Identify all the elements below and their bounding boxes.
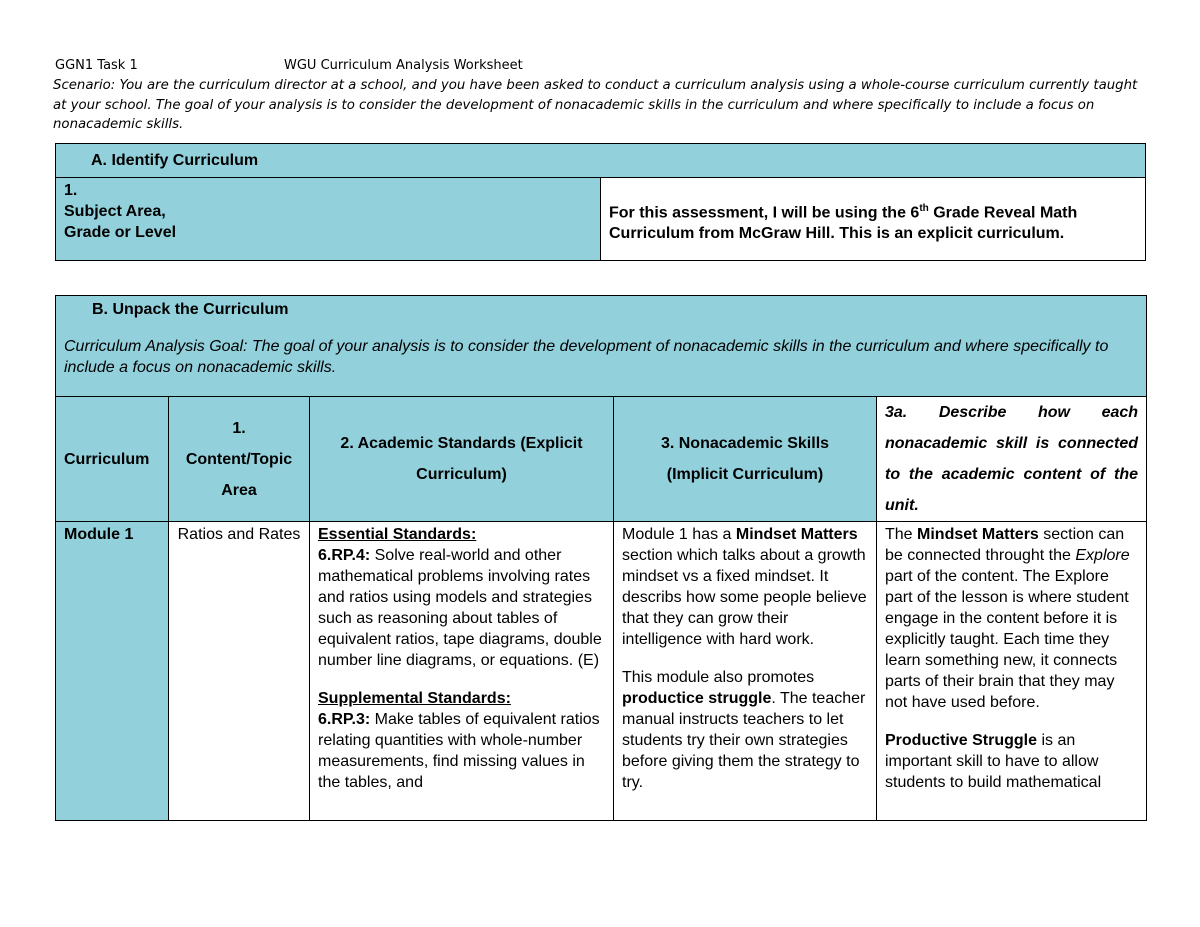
- table-row: [56, 522, 1147, 821]
- essential-text: Solve real-world and other mathematical problems involving rates and ratios using models and strategies such as reasoning about tables of equivalent ratios, tape diagrams, double number line diagrams, or equations. (E): [318, 547, 602, 669]
- productive-struggle-term: productice struggle: [622, 690, 772, 707]
- section-b-heading: B. Unpack the Curriculum: [92, 301, 289, 318]
- identify-curriculum-table: [55, 143, 1146, 261]
- supplemental-code: 6.RP.3:: [318, 711, 371, 728]
- col-describe-connection: 3a. Describe how each nonacademic skill is connected to the academic content of the unit.: [877, 397, 1147, 522]
- label-line-2: Grade or Level: [64, 224, 177, 241]
- mindset-matters-term: Mindset Matters: [735, 526, 858, 543]
- analysis-goal: Curriculum Analysis Goal: The goal of your analysis is to consider the development of nonacademic skills in the curriculum and where specifically to include a focus on nonacademic skills.: [64, 338, 1109, 376]
- unpack-curriculum-table: [55, 295, 1147, 821]
- curriculum-text-end: Grade Reveal Math Curriculum from McGraw Hill. This is an explicit curriculum.: [609, 204, 1078, 243]
- nonacad-text-2c: . The teacher manual instructs teachers to let students try their own strategies before giving them the strategy to try.: [622, 690, 866, 791]
- supplemental-heading: Supplemental Standards:: [318, 690, 511, 707]
- nonacademic-skills-cell: [614, 522, 877, 821]
- supplemental-text: Make tables of equivalent ratios relating quantities with whole-number measurements, find missing values in the tables, and: [318, 711, 600, 791]
- nonacad-text-1a: Module 1 has a: [622, 526, 736, 543]
- desc-explore-term: Explore: [1075, 547, 1130, 564]
- subject-area-value: [601, 178, 1146, 261]
- col-content-label: Content/Topic Area: [185, 450, 293, 499]
- task-label: GGN1 Task 1: [55, 58, 138, 73]
- curriculum-text-start: For this assessment, I will be using the 6: [609, 204, 920, 222]
- desc-struggle-term: Productive Struggle: [885, 732, 1038, 749]
- col-academic-standards: 2. Academic Standards (Explicit Curriculum): [310, 397, 614, 522]
- label-line-1: Subject Area,: [64, 203, 166, 220]
- section-b-header: [56, 296, 1147, 397]
- connection-description-cell: [877, 522, 1147, 821]
- academic-standards-cell: [310, 522, 614, 821]
- section-a-heading: A. Identify Curriculum: [56, 144, 1146, 178]
- label-number: 1.: [64, 182, 78, 199]
- page-header: [55, 58, 523, 73]
- worksheet-title: WGU Curriculum Analysis Worksheet: [284, 58, 523, 73]
- ordinal-suffix: th: [919, 203, 929, 214]
- col-content-number: 1.: [232, 419, 246, 437]
- col-nonacademic-skills: 3. Nonacademic Skills (Implicit Curriculum): [614, 397, 877, 522]
- desc-text-2b: is an important skill to have to allow students to build mathematical: [885, 732, 1102, 791]
- desc-text-1e: part of the content. The Explore part of the lesson is where student engage in the content before it is explicitly taught. Each time they learn something new, it connects parts of their brain that they may not have used before.: [885, 568, 1129, 711]
- module-cell: Module 1: [56, 522, 169, 821]
- desc-text-1c: section can be connected throught the: [885, 526, 1125, 564]
- topic-cell: Ratios and Rates: [169, 522, 310, 821]
- desc-text-1a: The: [885, 526, 918, 543]
- essential-heading: Essential Standards:: [318, 526, 477, 543]
- nonacad-text-1c: section which talks about a growth mindset vs a fixed mindset. It describs how some people believe that they can grow their intelligence with hard work.: [622, 547, 867, 648]
- subject-area-label: [56, 178, 601, 261]
- col-content-topic: [169, 397, 310, 522]
- scenario-text: Scenario: You are the curriculum director at a school, and you have been asked to conduct a curriculum analysis using a whole-course curriculum currently taught at your school. The goal of your analysis is to consider the development of nonacademic skills in the curriculum and where specifically to include a focus on nonacademic skills.: [53, 78, 1138, 132]
- nonacad-text-2a: This module also promotes: [622, 669, 815, 686]
- col-curriculum: Curriculum: [56, 397, 169, 522]
- desc-mindset-term: Mindset Matters: [917, 526, 1039, 543]
- essential-code: 6.RP.4:: [318, 547, 371, 564]
